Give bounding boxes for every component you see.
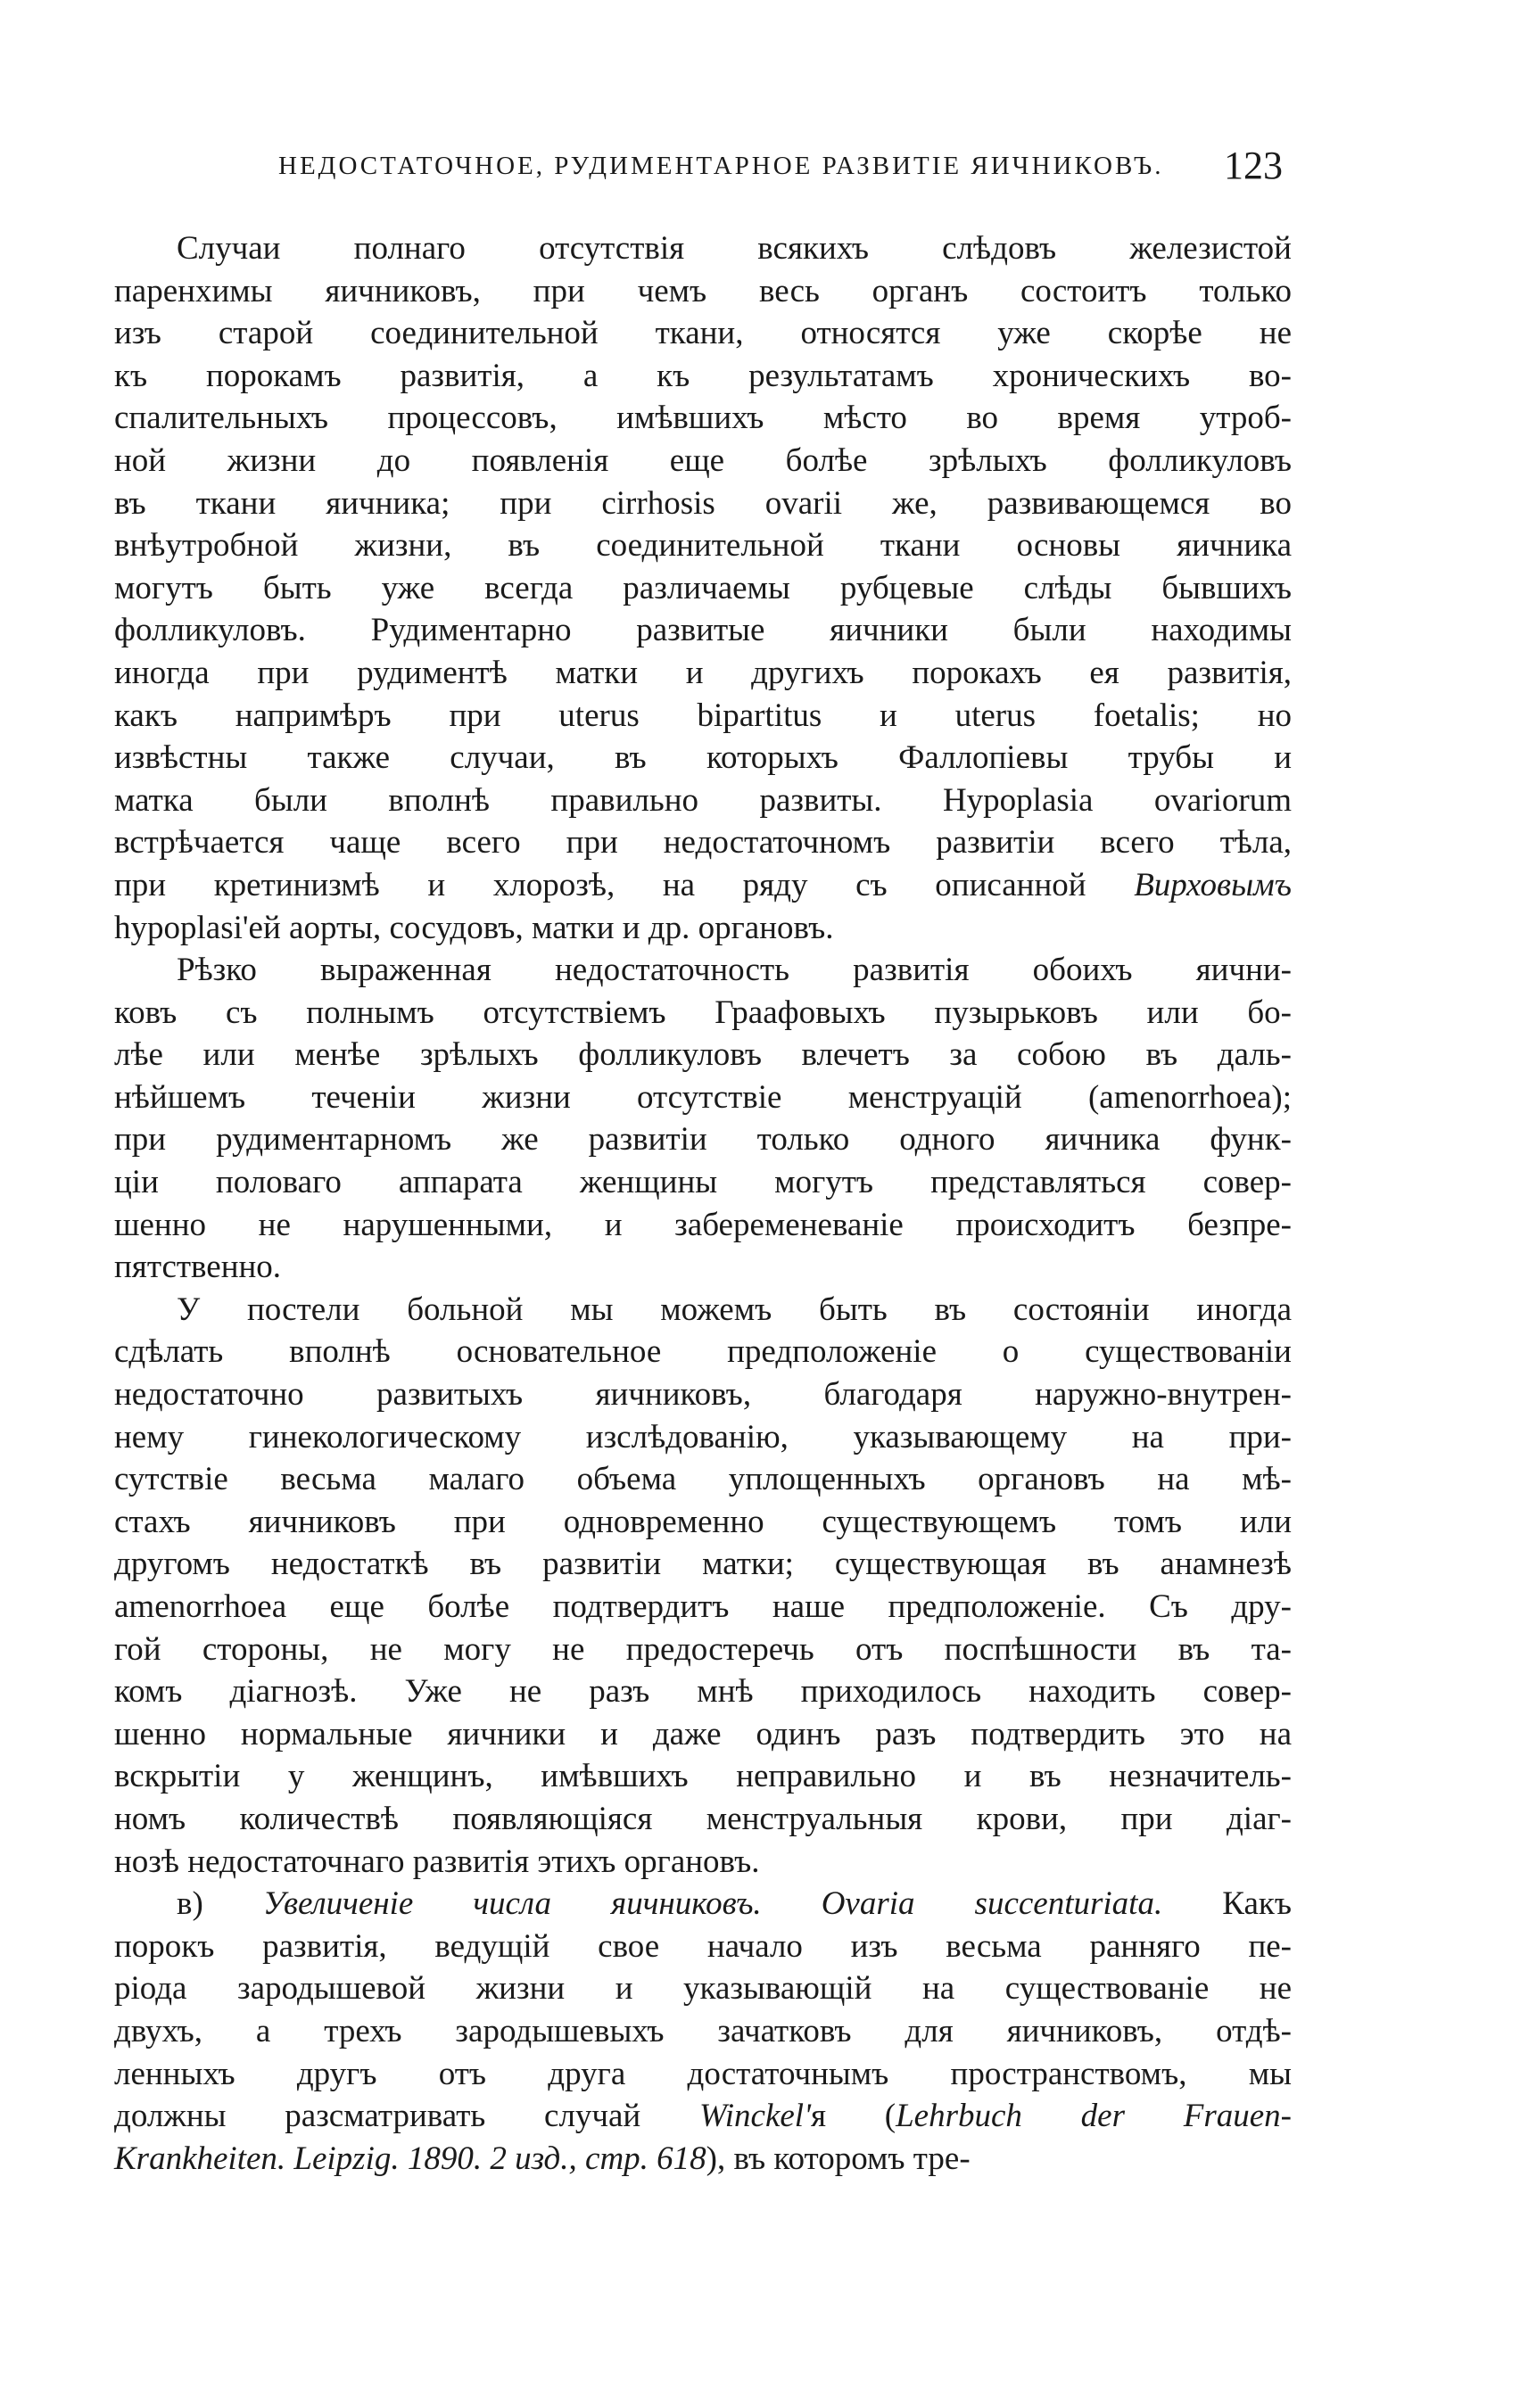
italic-text: Krankheiten. Leipzig. 1890. 2 изд., стр. 618	[114, 2140, 706, 2177]
text-line	[114, 992, 1292, 1035]
text-segment: какъ напримѣръ при uterus bipartitus и uterus foetalis; но	[114, 697, 1292, 734]
text-segment: в)	[177, 1885, 263, 1923]
paragraph	[114, 949, 1292, 1289]
text-line	[114, 907, 1292, 950]
text-segment: ), въ которомъ тре-	[706, 2140, 971, 2177]
text-line	[114, 397, 1292, 440]
text-segment: при рудиментарномъ же развитіи только одного яичника функ-	[114, 1121, 1292, 1159]
text-line	[114, 2095, 1292, 2138]
text-line	[114, 1586, 1292, 1629]
text-segment: порокъ развитія, ведущій свое начало изъ весьма ранняго пе-	[114, 1927, 1292, 1965]
text-line	[114, 1289, 1292, 1332]
text-line	[114, 1629, 1292, 1671]
text-line	[114, 1967, 1292, 2010]
text-segment: комъ діагнозѣ. Уже не разъ мнѣ приходилось находить совер-	[114, 1673, 1292, 1711]
text-segment: паренхимы яичниковъ, при чемъ весь органъ состоитъ только	[114, 272, 1292, 309]
paragraph	[114, 227, 1292, 949]
text-line	[114, 949, 1292, 992]
italic-text: Вирховымъ	[1134, 866, 1292, 903]
text-segment: Случаи полнаго отсутствія всякихъ слѣдовъ железистой	[177, 230, 1292, 267]
text-line	[114, 1246, 1292, 1289]
text-segment: нѣйшемъ теченіи жизни отсутствіе менструацій (amenorrhoea);	[114, 1078, 1292, 1116]
text-line	[114, 355, 1292, 398]
text-segment: недостаточно развитыхъ яичниковъ, благодаря наружно-внутрен-	[114, 1376, 1292, 1414]
page-number: 123	[1224, 144, 1283, 187]
text-segment: спалительныхъ процессовъ, имѣвшихъ мѣсто во время утроб-	[114, 400, 1292, 437]
paragraph	[114, 1883, 1292, 2180]
text-segment: встрѣчается чаще всего при недостаточномъ развитіи всего тѣла,	[114, 824, 1292, 862]
text-segment: шенно нормальные яичники и даже одинъ разъ подтвердить это на	[114, 1715, 1292, 1752]
text-line	[114, 737, 1292, 779]
text-line	[114, 440, 1292, 482]
text-line	[114, 1416, 1292, 1459]
text-segment: двухъ, а трехъ зародышевыхъ зачатковъ для яичниковъ, отдѣ-	[114, 2012, 1292, 2049]
text-line	[114, 1883, 1292, 1926]
text-segment: hypoplasi'ей аорты, сосудовъ, матки и др. органовъ.	[114, 909, 834, 946]
text-line	[114, 779, 1292, 822]
text-line	[114, 2010, 1292, 2053]
text-line	[114, 1034, 1292, 1076]
text-line	[114, 1076, 1292, 1119]
text-line	[114, 1204, 1292, 1247]
text-line	[114, 312, 1292, 355]
text-segment: amenorrhoea еще болѣе подтвердитъ наше предположеніе. Съ дру-	[114, 1588, 1292, 1625]
text-line	[114, 1713, 1292, 1756]
text-segment: номъ количествѣ появляющіяся менструальныя крови, при діаг-	[114, 1800, 1292, 1837]
text-segment: фолликуловъ. Рудиментарно развитые яичники были находимы	[114, 612, 1292, 649]
text-segment: должны разсматривать случай	[114, 2098, 699, 2135]
text-line	[114, 2053, 1292, 2096]
text-segment: другомъ недостаткѣ въ развитіи матки; существующая въ анамнезѣ	[114, 1546, 1292, 1583]
text-segment: ціи половаго аппарата женщины могутъ представляться совер-	[114, 1164, 1292, 1201]
italic-text: Lehrbuch der Frauen-	[896, 2098, 1292, 2135]
text-line	[114, 1458, 1292, 1501]
text-line	[114, 695, 1292, 738]
text-segment: изъ старой соединительной ткани, относятся уже скорѣе не	[114, 315, 1292, 352]
text-segment: Какъ	[1162, 1885, 1292, 1923]
text-segment: ленныхъ другъ отъ друга достаточнымъ пространствомъ, мы	[114, 2055, 1292, 2092]
text-segment: ковъ съ полнымъ отсутствіемъ Граафовыхъ пузырьковъ или бо-	[114, 994, 1292, 1031]
text-line	[114, 2138, 1292, 2181]
text-segment: лѣе или менѣе зрѣлыхъ фолликуловъ влечетъ за собою въ даль-	[114, 1036, 1292, 1074]
text-segment: могутъ быть уже всегда различаемы рубцевые слѣды бывшихъ	[114, 569, 1292, 606]
text-line	[114, 1798, 1292, 1841]
text-segment: извѣстны также случаи, въ которыхъ Фаллопіевы трубы и	[114, 739, 1292, 777]
text-segment: ной жизни до появленія еще болѣе зрѣлыхъ фолликуловъ	[114, 441, 1292, 479]
text-line	[114, 1755, 1292, 1798]
text-line	[114, 609, 1292, 652]
running-title: НЕДОСТАТОЧНОЕ, РУДИМЕНТАРНОЕ РАЗВИТІЕ ЯИЧНИКОВЪ.	[278, 152, 1164, 180]
text-segment: вскрытіи у женщинъ, имѣвшихъ неправильно и въ незначитель-	[114, 1758, 1292, 1795]
text-line	[114, 227, 1292, 270]
text-line	[114, 1501, 1292, 1544]
text-segment: У постели больной мы можемъ быть въ состояніи иногда	[177, 1291, 1292, 1328]
text-line	[114, 1670, 1292, 1713]
text-segment: къ порокамъ развитія, а къ результатамъ хроническихъ во-	[114, 357, 1292, 394]
text-segment: нозѣ недостаточнаго развитія этихъ органовъ.	[114, 1843, 760, 1880]
text-segment: внѣутробной жизни, въ соединительной ткани основы яичника	[114, 527, 1292, 565]
text-segment: шенно не нарушенными, и забеременеваніе происходитъ безпре-	[114, 1206, 1292, 1243]
text-line	[114, 270, 1292, 313]
text-line	[114, 652, 1292, 695]
body-text	[114, 227, 1292, 2180]
text-segment: матка были вполнѣ правильно развиты. Hypoplasia ovariorum	[114, 781, 1292, 819]
text-segment: нему гинекологическому изслѣдованію, указывающему на при-	[114, 1418, 1292, 1456]
text-segment: сдѣлать вполнѣ основательное предположеніе о существованіи	[114, 1333, 1292, 1371]
text-line	[114, 821, 1292, 864]
text-line	[114, 567, 1292, 610]
italic-text: Winckel'	[698, 2098, 812, 2135]
text-line	[114, 1841, 1292, 1884]
text-segment: при кретинизмѣ и хлорозѣ, на ряду съ описанной	[114, 866, 1135, 903]
text-segment: ріода зародышевой жизни и указывающій на существованіе не	[114, 1970, 1292, 2008]
text-line	[114, 1543, 1292, 1586]
text-line	[114, 524, 1292, 567]
text-line	[114, 1331, 1292, 1373]
text-segment: пятственно.	[114, 1249, 282, 1286]
text-line	[114, 1118, 1292, 1161]
text-line	[114, 482, 1292, 525]
text-line	[114, 1373, 1292, 1416]
text-line	[114, 1926, 1292, 1968]
text-line	[114, 864, 1292, 907]
text-segment: Рѣзко выраженная недостаточность развитія обоихъ яични-	[177, 952, 1292, 989]
text-segment: я (	[811, 2098, 896, 2135]
text-segment: иногда при рудиментѣ матки и другихъ порокахъ ея развитія,	[114, 654, 1292, 691]
text-segment: гой стороны, не могу не предостеречь отъ поспѣшности въ та-	[114, 1630, 1292, 1668]
text-segment: сутствіе весьма малаго объема уплощенныхъ органовъ на мѣ-	[114, 1461, 1292, 1498]
text-segment: стахъ яичниковъ при одновременно существующемъ томъ или	[114, 1503, 1292, 1540]
italic-text: Увеличеніе числа яичниковъ. Ovaria succenturiata.	[262, 1885, 1163, 1923]
text-line	[114, 1161, 1292, 1204]
text-segment: въ ткани яичника; при cirrhosis ovarii же, развивающемся во	[114, 484, 1292, 522]
paragraph	[114, 1289, 1292, 1883]
